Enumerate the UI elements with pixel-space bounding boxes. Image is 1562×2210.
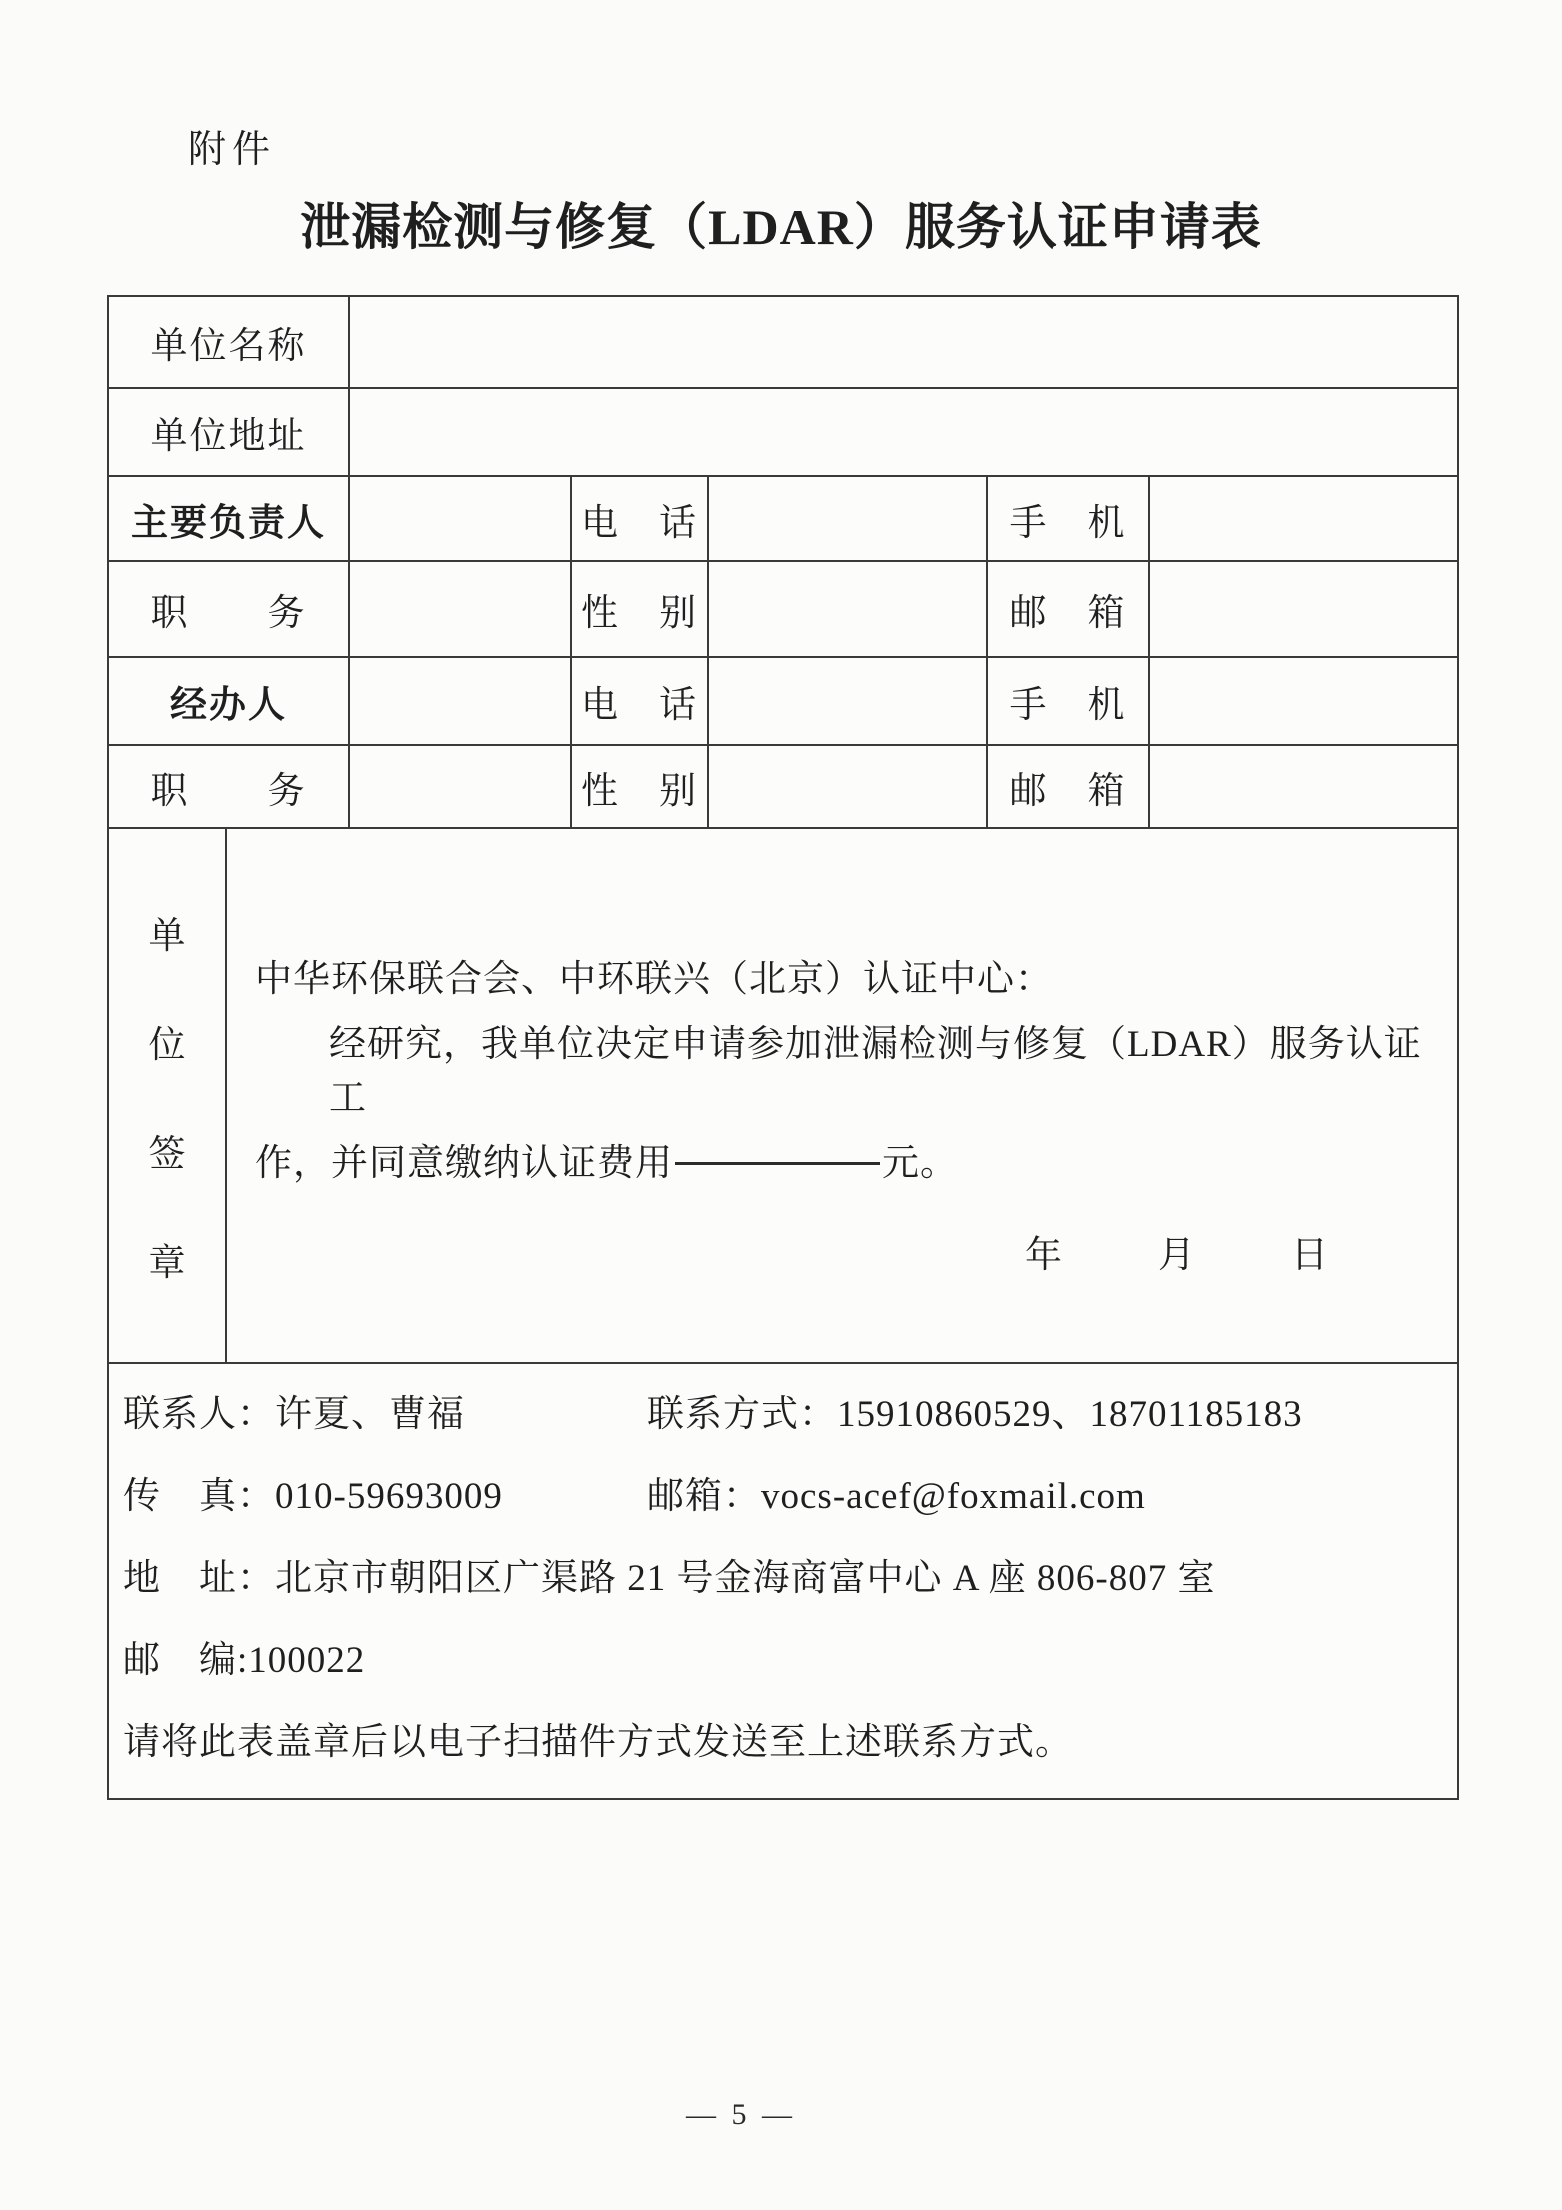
phone-value-cell <box>709 658 988 744</box>
seal-char: 单 <box>148 916 186 957</box>
contact-numbers: 联系方式：15910860529、18701185183 <box>647 1394 1303 1435</box>
position-label: 职 务 <box>109 746 350 827</box>
month-label: 月 <box>1158 1235 1196 1276</box>
gender-value-cell <box>709 746 988 827</box>
contact-line <box>123 1451 1443 1533</box>
email-label: 邮 箱 <box>988 562 1150 656</box>
fee-blank-line <box>675 1154 880 1165</box>
table-row <box>109 746 1457 829</box>
handler-value-cell <box>350 658 572 744</box>
seal-char: 位 <box>148 1025 186 1066</box>
gender-label: 性 别 <box>572 746 709 827</box>
fee-sentence-prefix: 作，并同意缴纳认证费用 <box>255 1143 673 1184</box>
table-row <box>109 658 1457 746</box>
email-value-cell <box>1150 746 1457 827</box>
letter-salutation: 中华环保联合会、中环联兴（北京）认证中心： <box>255 959 1053 1000</box>
email-value-cell <box>1150 562 1457 656</box>
gender-label: 性 别 <box>572 562 709 656</box>
table-row <box>109 297 1457 389</box>
unit-name-value-cell <box>350 297 1457 387</box>
table-row <box>109 389 1457 477</box>
declaration-letter <box>227 829 1457 1362</box>
fax-number: 传 真：010-59693009 <box>123 1476 503 1517</box>
postal-code: 邮 编:100022 <box>123 1640 366 1681</box>
submission-instruction: 请将此表盖章后以电子扫描件方式发送至上述联系方式。 <box>123 1722 1073 1763</box>
unit-name-label: 单位名称 <box>109 297 350 387</box>
mobile-value-cell <box>1150 477 1457 560</box>
phone-label: 电 话 <box>572 477 709 560</box>
gender-value-cell <box>709 562 988 656</box>
principal-value-cell <box>350 477 572 560</box>
day-label: 日 <box>1291 1235 1329 1276</box>
year-label: 年 <box>1025 1235 1063 1276</box>
phone-value-cell <box>709 477 988 560</box>
principal-label: 主要负责人 <box>109 477 350 560</box>
position-label: 职 务 <box>109 562 350 656</box>
contact-email: 邮箱：vocs-acef@foxmail.com <box>647 1476 1146 1517</box>
position-value-cell <box>350 746 572 827</box>
unit-seal-vertical-label <box>109 829 227 1362</box>
unit-address-value-cell <box>350 389 1457 475</box>
application-form-table <box>107 295 1459 1800</box>
mobile-label: 手 机 <box>988 658 1150 744</box>
contact-info-section <box>109 1364 1457 1798</box>
table-row <box>109 477 1457 562</box>
phone-label: 电 话 <box>572 658 709 744</box>
handler-label: 经办人 <box>109 658 350 744</box>
date-line <box>255 1205 1429 1297</box>
page-title: 泄漏检测与修复（LDAR）服务认证申请表 <box>300 199 1262 255</box>
mobile-value-cell <box>1150 658 1457 744</box>
contact-line <box>123 1369 1443 1451</box>
mobile-label: 手 机 <box>988 477 1150 560</box>
seal-char: 章 <box>148 1243 186 1284</box>
contact-address: 地 址：北京市朝阳区广渠路 21 号金海商富中心 A 座 806-807 室 <box>123 1558 1216 1599</box>
contact-person: 联系人：许夏、曹福 <box>123 1394 465 1435</box>
unit-address-label: 单位地址 <box>109 389 350 475</box>
letter-body-line1: 经研究，我单位决定申请参加泄漏检测与修复（LDAR）服务认证工 <box>329 1024 1422 1119</box>
contact-lines <box>109 1364 1457 1798</box>
position-value-cell <box>350 562 572 656</box>
email-label: 邮 箱 <box>988 746 1150 827</box>
seal-char: 签 <box>148 1134 186 1175</box>
table-row <box>109 562 1457 658</box>
signature-section-row <box>109 829 1457 1364</box>
attachment-label: 附件 <box>188 129 277 171</box>
letter-body-line2 <box>255 1113 1429 1205</box>
fee-sentence-suffix: 元。 <box>882 1143 958 1184</box>
page-number: — 5 — <box>686 2098 796 2131</box>
